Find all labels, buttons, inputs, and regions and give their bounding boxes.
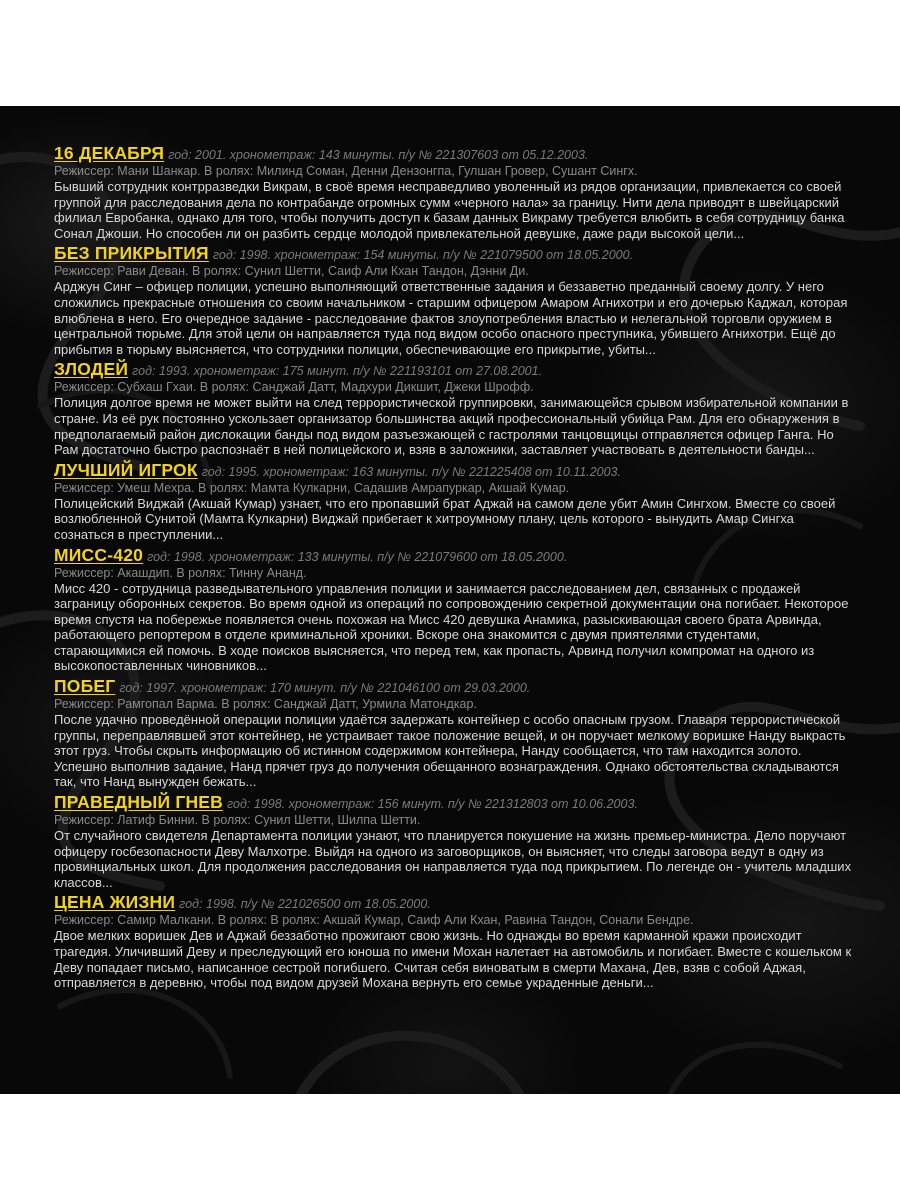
film-credits: Режиссер: Умеш Мехра. В ролях: Мамта Кулкарни, Садашив Амрапуркар, Акшай Кумар. bbox=[54, 480, 570, 495]
film-title: ЦЕНА ЖИЗНИ bbox=[54, 892, 176, 913]
film-credits: Режиссер: Мани Шанкар. В ролях: Милинд Соман, Денни Дензонгпа, Гулшан Гровер, Сушант Сингх. bbox=[54, 164, 638, 178]
film-meta: год: 1993. хронометраж: 175 минут. п/у № 221193101 от 27.08.2001. bbox=[132, 364, 543, 379]
film-credits: Режиссер: Латиф Бинни. В ролях: Сунил Шетти, Шилпа Шетти. bbox=[54, 813, 421, 828]
film-title: ЗЛОДЕЙ bbox=[54, 359, 129, 380]
film-title: 16 ДЕКАБРЯ bbox=[54, 143, 165, 163]
film-entry bbox=[54, 142, 854, 241]
film-description: Мисс 420 - сотрудница разведывательного управления полиции и занимается расследованием дел, связанных с продажей заграницу оборонных секретов. Во время одной из операций по сопровождению секретной документации она погибает. Некоторое время спустя на побережье появляется очень похожая на Мисс 420 девушка Анамика, разыскивающая своего брата Арвинда, работающего репортером в отделе криминальной хроники. Вскоре она знакомится с двумя приятелями студентами, старающимися ей помочь. В ходе поисков выясняется, что перед тем, как пропасть, Арвинд получил компромат на одного из высокопоставленных чиновников... bbox=[54, 580, 849, 674]
film-credits: Режиссер: Рави Деван. В ролях: Сунил Шетти, Саиф Али Кхан Тандон, Дэнни Ди. bbox=[54, 264, 529, 279]
film-entry bbox=[54, 791, 854, 890]
film-entry bbox=[54, 544, 854, 675]
film-entry bbox=[54, 891, 854, 990]
film-entry bbox=[54, 242, 854, 357]
film-meta: год: 1997. хронометраж: 170 минут. п/у № 221046100 от 29.03.2000. bbox=[119, 681, 531, 696]
film-entry bbox=[54, 358, 854, 457]
film-meta: год: 2001. хронометраж: 143 минуты. п/у № 221307603 от 05.12.2003. bbox=[168, 148, 589, 162]
film-title: ЛУЧШИЙ ИГРОК bbox=[54, 459, 198, 480]
film-meta: год: 1998. хронометраж: 154 минуты. п/у № 221079500 от 18.05.2000. bbox=[212, 248, 634, 263]
film-description: После удачно проведённой операции полиции удаётся задержать контейнер с особо опасным грузом. Главаря террористической группы, переправлявшей этот контейнер, не устраивает такое положение вещей, и он поручает мелкому воришке Нанду выкрасть этот груз. Чтобы скрыть информацию об истинном содержимом контейнера, Нанду сообщается, что там находится золото. Успешно выполнив задание, Нанд прячет груз до получения обещанного вознаграждения. Однако обстоятельства складываются так, что Нанд вынужден бежать... bbox=[54, 712, 846, 790]
film-credits: Режиссер: Самир Малкани. В ролях: В ролях: Акшай Кумар, Саиф Али Кхан, Равина Тандон, Сонали Бендре. bbox=[54, 913, 694, 928]
film-description: От случайного свидетеля Департамента полиции узнают, что планируется покушение на жизнь премьер-министра. Дело поручают офицеру госбезопасности Деву Малхотре. Выйдя на одного из заговорщиков, он выясняет, что следы заговора ведут в одну из провинциальных школ. Для продолжения расследования он направляется туда под прикрытием. По легенде он - учитель младших классов... bbox=[54, 828, 852, 890]
film-title: БЕЗ ПРИКРЫТИЯ bbox=[54, 243, 209, 264]
film-title: ПОБЕГ bbox=[54, 676, 116, 697]
film-credits: Режиссер: Рамгопал Варма. В ролях: Санджай Датт, Урмила Матондкар. bbox=[54, 697, 477, 712]
film-entry bbox=[54, 459, 854, 543]
film-title: МИСС-420 bbox=[54, 544, 144, 565]
film-description: Бывший сотрудник контрразведки Викрам, в своё время несправедливо уволенный из рядов организации, привлекается со своей группой для расследования дела по контрабанде огромных сумм «черного нала» за границу. Нити дела приводят в швейцарский филиал Евробанка, однако для того, чтобы получить доступ к базам данных Викраму требуется влюбить в себя сотрудницу банка Сонал Джоши. Но способен ли он разбить сердце молодой привлекательной девушке, даже ради высокой цели... bbox=[54, 179, 845, 241]
film-meta: год: 1998. хронометраж: 156 минут. п/у № 221312803 от 10.06.2003. bbox=[227, 797, 638, 812]
film-description: Арджун Синг – офицер полиции, успешно выполняющий ответственные задания и беззаветно преданный своему долгу. У него сложились прекрасные отношения со своим начальником - старшим офицером Амаром Агнихотри и его дочерью Каджал, которая влюблена в него. Его очередное задание - расследование фактов злоупотребления властью и нелегальной торговли оружием в центральной тюрьме. Для этой цели он направляется туда под видом особо опасного преступника, убившего Агнихотри. Ещё до прибытия в тюрьму выясняется, что сотрудники полиции, обеспечивающие его прикрытие, убиты... bbox=[54, 279, 848, 357]
film-title: ПРАВЕДНЫЙ ГНЕВ bbox=[54, 792, 224, 813]
film-credits: Режиссер: Субхаш Гхаи. В ролях: Санджай Датт, Мадхури Дикшит, Джеки Шрофф. bbox=[54, 380, 534, 395]
dark-panel bbox=[0, 106, 900, 1094]
film-description: Полиция долгое время не может выйти на след террористической группировки, занимающейся срывом избирательной компании в стране. Из её рук постоянно ускользает организатор большинства акций профессиональный убийца Рам. Для его обнаружения в предполагаемый район дислокации банды под видом разъезжающей с гастролями танцовщицы отправляется офицер Ганга. Но Рам достаточно быстро распознаёт в ней полицейского и, взяв в заложники, заставляет участвовать в деятельности банды... bbox=[54, 395, 849, 458]
film-description: Двое мелких воришек Дев и Аджай беззаботно прожигают свою жизнь. Но однажды во время карманной кражи происходит трагедия. Уличивший Деву и преследующий его юноша по имени Мохан налетает на автомобиль и погибает. Вместе с кошельком к Деву попадает письмо, написанное сестрой погибшего. Считая себя виноватым в смерти Махана, Дев, взяв с собой Аджая, отправляется в деревню, чтобы под видом друзей Мохана вернуть его семье украденные деньги... bbox=[54, 928, 852, 991]
film-entry bbox=[54, 675, 854, 790]
film-credits: Режиссер: Акашдип. В ролях: Тинну Ананд. bbox=[54, 565, 307, 580]
film-meta: год: 1998. хронометраж: 133 минуты. п/у № 221079600 от 18.05.2000. bbox=[147, 549, 568, 564]
film-description: Полицейский Виджай (Акшай Кумар) узнает, что его пропавший брат Аджай на самом деле убит Амин Сингхом. Вместе со своей возлюбленной Сунитой (Мамта Кулкарни) Виджай прибегает к хитроумному плану, цель которого - вынудить Амар Сингха сознаться в преступлении... bbox=[54, 495, 836, 542]
film-meta: год: 1998. п/у № 221026500 от 18.05.2000. bbox=[179, 897, 431, 912]
film-meta: год: 1995. хронометраж: 163 минуты. п/у № 221225408 от 10.11.2003. bbox=[201, 464, 621, 479]
film-catalog bbox=[54, 142, 854, 992]
